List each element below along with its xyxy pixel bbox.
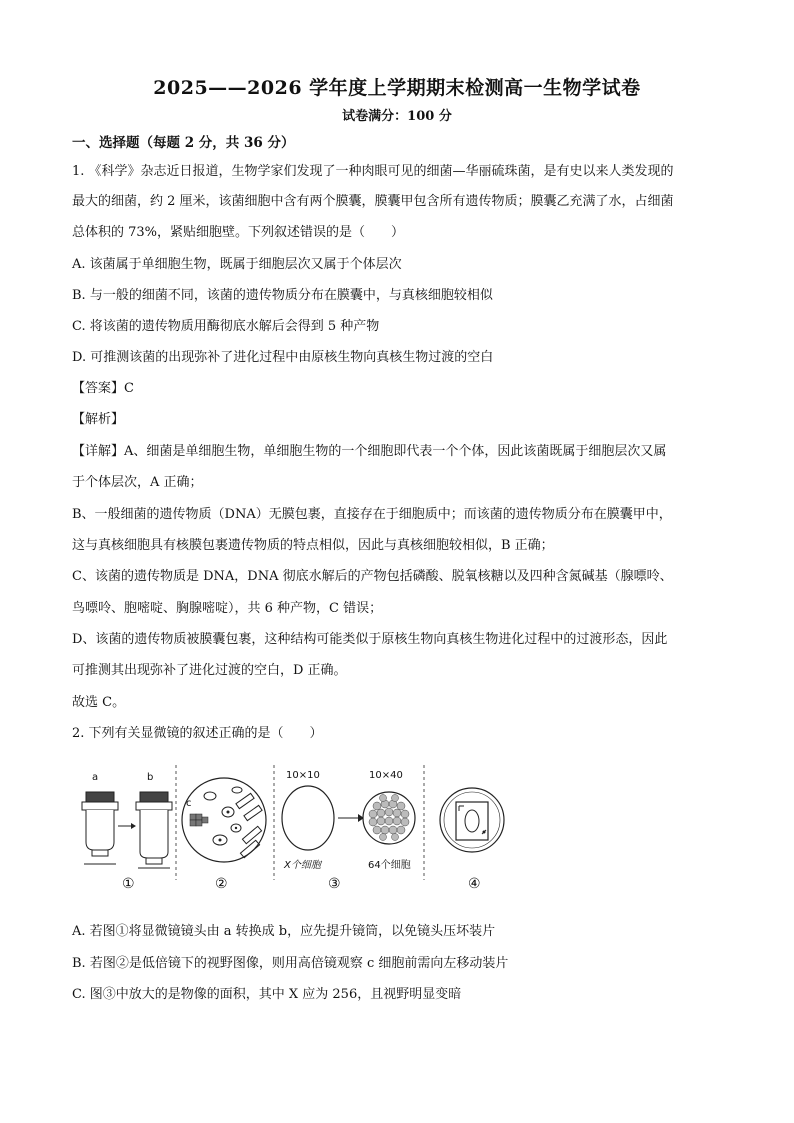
- magnification-comparison: [282, 786, 415, 850]
- q1-stem-line3: 总体积的 73%，紧贴细胞壁。下列叙述错误的是（ ）: [72, 225, 405, 240]
- q2-option-a: A. 若图①将显微镜镜头由 a 转换成 b，应先提升镜筒，以免镜头压坏装片: [72, 924, 496, 939]
- q1-detail-line3: B、一般细菌的遗传物质（DNA）无膜包裹，直接存在于细胞质中；而该菌的遗传物质分布在膜囊甲中，: [72, 507, 672, 522]
- field-of-view-cell: [440, 788, 504, 852]
- q1-detail-line1: 【详解】A、细菌是单细胞生物，单细胞生物的一个细胞即代表一个个体，因此该菌既属于细胞层次又属: [72, 444, 667, 459]
- section-heading: 一、选择题（每题 2 分，共 36 分）: [72, 135, 295, 151]
- figure-number-1: ①: [122, 876, 135, 892]
- mag-low-label: 10×10: [286, 770, 320, 781]
- q1-detail-line2: 于个体层次，A 正确；: [72, 475, 203, 490]
- q1-option-a: A. 该菌属于单细胞生物，既属于细胞层次又属于个体层次: [72, 257, 402, 272]
- mag-high-label: 10×40: [369, 770, 403, 781]
- objective-lens-b: [136, 792, 172, 864]
- q1-stem-line1: 1. 《科学》杂志近日报道，生物学家们发现了一种肉眼可见的细菌—华丽硫珠菌，是有史以来人类发现的: [72, 164, 674, 179]
- exam-title: 2025——2026 学年度上学期期末检测高一生物学试卷: [153, 77, 641, 99]
- q2-stem: 2. 下列有关显微镜的叙述正确的是（ ）: [72, 726, 323, 741]
- q1-detail-line7: D、该菌的遗传物质被膜囊包裹，这种结构可能类似于原核生物向真核生物进化过程中的过渡形态，因此: [72, 632, 668, 647]
- q1-answer: 【答案】C: [72, 381, 134, 396]
- label-a: a: [92, 772, 99, 783]
- microscope-figure: [72, 760, 512, 900]
- q1-analysis-label: 【解析】: [72, 412, 125, 427]
- cells-64-label: 64个细胞: [368, 860, 411, 871]
- figure-number-4: ④: [468, 876, 481, 892]
- field-of-view-low-power: [182, 778, 266, 862]
- q2-option-c: C. 图③中放大的是物像的面积，其中 X 应为 256，且视野明显变暗: [72, 987, 462, 1002]
- microscope-figure-drawing: [72, 760, 512, 900]
- q1-option-d: D. 可推测该菌的出现弥补了进化过程中由原核生物向真核生物过渡的空白: [72, 350, 494, 365]
- figure-number-2: ②: [215, 876, 228, 892]
- q1-detail-line8: 可推测其出现弥补了进化过渡的空白，D 正确。: [72, 663, 347, 678]
- q1-option-c: C. 将该菌的遗传物质用酶彻底水解后会得到 5 种产物: [72, 319, 380, 334]
- q1-detail-line6: 鸟嘌呤、胞嘧啶、胸腺嘧啶），共 6 种产物，C 错误；: [72, 601, 383, 616]
- label-c: c: [186, 798, 192, 809]
- q1-detail-line5: C、该菌的遗传物质是 DNA，DNA 彻底水解后的产物包括磷酸、脱氧核糖以及四种含氮碱基（腺嘌呤、: [72, 569, 673, 584]
- exam-subtitle: 试卷满分：100 分: [342, 109, 452, 124]
- label-b: b: [147, 772, 154, 783]
- q2-option-b: B. 若图②是低倍镜下的视野图像，则用高倍镜观察 c 细胞前需向左移动装片: [72, 956, 509, 971]
- objective-lens-a: [82, 792, 118, 856]
- q1-detail-line4: 这与真核细胞具有核膜包裹遗传物质的特点相似，因此与真核细胞较相似，B 正确；: [72, 538, 554, 553]
- figure-number-3: ③: [328, 876, 341, 892]
- q1-option-b: B. 与一般的细菌不同，该菌的遗传物质分布在膜囊中，与真核细胞较相似: [72, 288, 493, 303]
- q1-conclusion: 故选 C。: [72, 695, 126, 710]
- cells-x-label: X个细胞: [284, 860, 321, 871]
- q1-stem-line2: 最大的细菌，约 2 厘米，该菌细胞中含有两个膜囊，膜囊甲包含所有遗传物质；膜囊乙充满了水，占细菌: [72, 194, 674, 209]
